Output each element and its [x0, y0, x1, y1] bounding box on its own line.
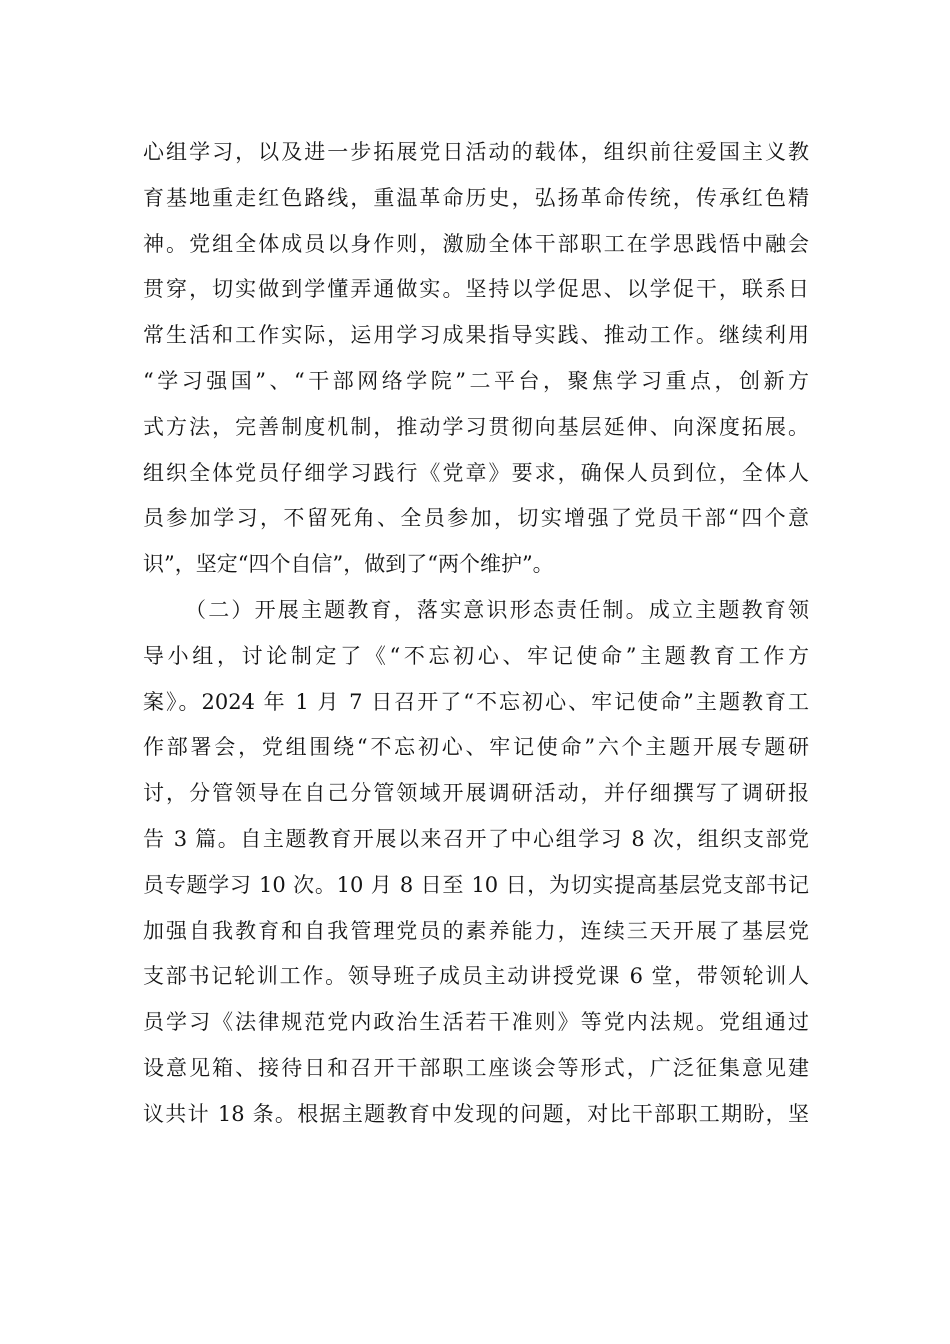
text-line: 式方法，完善制度机制，推动学习贯彻向基层延伸、向深度拓展。 [143, 414, 809, 439]
text-line: 常生活和工作实际，运用学习成果指导实践、推动工作。继续利用 [143, 323, 809, 348]
text-line: 讨，分管领导在自己分管领域开展调研活动，并仔细撰写了调研报 [143, 781, 809, 806]
text-line: 加强自我教育和自我管理党员的素养能力，连续三天开展了基层党 [143, 918, 809, 943]
text-line: 员专题学习 10 次。10 月 8 日至 10 日，为切实提高基层党支部书记 [143, 872, 809, 897]
text-line: “学习强国”、“干部网络学院”二平台，聚焦学习重点，创新方 [143, 368, 809, 393]
text-line: 心组学习，以及进一步拓展党日活动的载体，组织前往爱国主义教 [143, 140, 809, 164]
text-line: 员学习《法律规范党内政治生活若干准则》等党内法规。党组通过 [143, 1010, 809, 1035]
section-heading-line: （二）开展主题教育，落实意识形态责任制。成立主题教育领 [185, 597, 809, 622]
text-line: 贯穿，切实做到学懂弄通做实。坚持以学促思、以学促干，联系日 [143, 277, 809, 302]
text-line: 设意见箱、接待日和召开干部职工座谈会等形式，广泛征集意见建 [143, 1055, 809, 1080]
text-line: 告 3 篇。自主题教育开展以来召开了中心组学习 8 次，组织支部党 [143, 826, 809, 851]
text-line: 作部署会，党组围绕“不忘初心、牢记使命”六个主题开展专题研 [143, 735, 809, 760]
text-line: 神。党组全体成员以身作则，激励全体干部职工在学思践悟中融会 [143, 231, 809, 256]
paragraph-end-line: 识”，坚定“四个自信”，做到了“两个维护”。 [143, 552, 554, 577]
text-line: 议共计 18 条。根据主题教育中发现的问题，对比干部职工期盼，坚 [143, 1101, 809, 1126]
text-line: 支部书记轮训工作。领导班子成员主动讲授党课 6 堂，带领轮训人 [143, 964, 809, 989]
text-line: 育基地重走红色路线，重温革命历史，弘扬革命传统，传承红色精 [143, 185, 809, 210]
text-line: 案》。2024 年 1 月 7 日召开了“不忘初心、牢记使命”主题教育工 [143, 689, 809, 714]
text-line: 组织全体党员仔细学习践行《党章》要求，确保人员到位，全体人 [143, 460, 809, 485]
text-line: 员参加学习，不留死角、全员参加，切实增强了党员干部“四个意 [143, 506, 809, 531]
text-line: 导小组，讨论制定了《“不忘初心、牢记使命”主题教育工作方 [143, 643, 809, 668]
body-text [143, 130, 809, 1138]
